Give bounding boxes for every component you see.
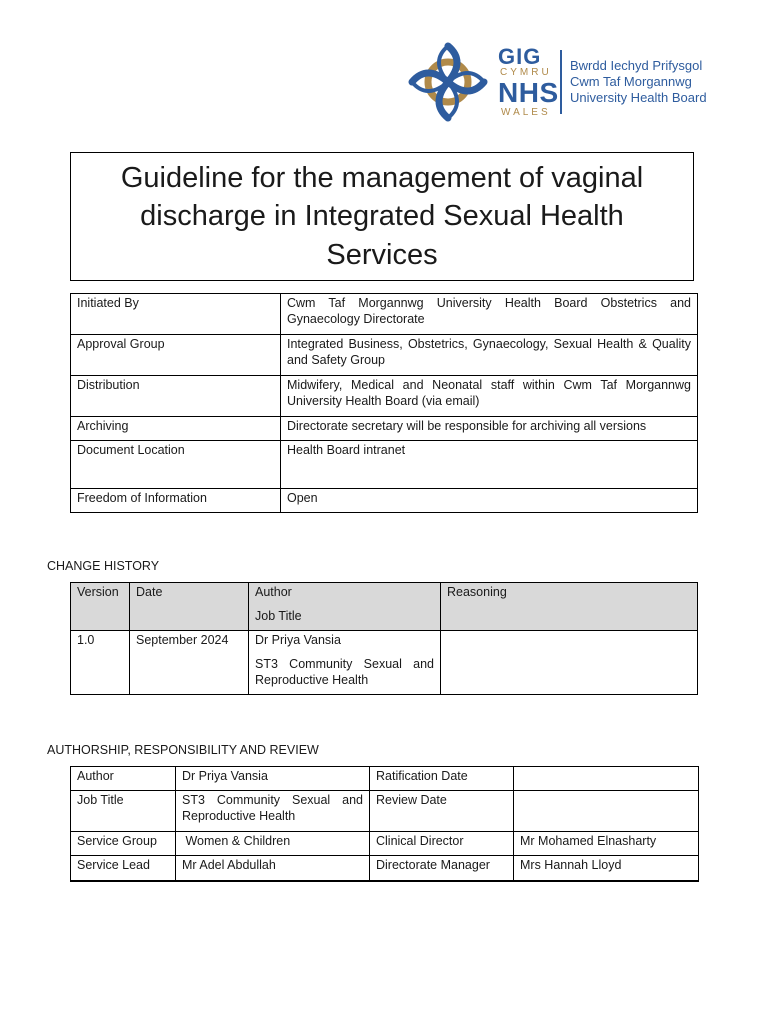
row-label: Document Location (71, 441, 281, 489)
change-history-heading: CHANGE HISTORY (47, 559, 160, 573)
author-job-title: ST3 Community Sexual and Reproductive Health (255, 657, 434, 687)
nhs-wales-logo (406, 42, 724, 122)
row-label: Freedom of Information (71, 489, 281, 513)
table-header-row (71, 583, 698, 631)
field-value (514, 791, 699, 832)
field-value: ST3 Community Sexual and Reproductive Health (176, 791, 370, 832)
logo-gig: GIG (498, 44, 542, 69)
document-info-table (70, 293, 698, 513)
header-author-cell (249, 583, 441, 631)
field-value: Women & Children (176, 832, 370, 856)
table-row (71, 417, 698, 441)
table-row (71, 767, 699, 791)
row-value: Integrated Business, Obstetrics, Gynaecology, Sexual Health & Quality and Safety Group (281, 335, 698, 376)
logo-divider (560, 50, 562, 114)
logo-wales: WALES (501, 107, 551, 118)
table-row (71, 791, 699, 832)
logo-hb-line: Cwm Taf Morgannwg (570, 74, 692, 89)
author-cell (249, 631, 441, 695)
table-row (71, 335, 698, 376)
title-box (70, 152, 694, 281)
field-label: Directorate Manager (370, 856, 514, 881)
row-value: Health Board intranet (281, 441, 698, 489)
logo-health-board-name (570, 58, 707, 106)
header-reasoning: Reasoning (441, 583, 698, 631)
row-label: Archiving (71, 417, 281, 441)
version-cell: 1.0 (71, 631, 130, 695)
row-value: Directorate secretary will be responsible for archiving all versions (281, 417, 698, 441)
field-value: Dr Priya Vansia (176, 767, 370, 791)
table-row (71, 376, 698, 417)
logo-nhs: NHS (498, 77, 559, 108)
table-row (71, 856, 699, 881)
row-value: Open (281, 489, 698, 513)
field-value: Mr Mohamed Elnasharty (514, 832, 699, 856)
field-label: Review Date (370, 791, 514, 832)
header-version: Version (71, 583, 130, 631)
table-row (71, 294, 698, 335)
logo-cymru: CYMRU (500, 67, 552, 78)
row-value: Midwifery, Medical and Neonatal staff within Cwm Taf Morgannwg University Health Board (via email) (281, 376, 698, 417)
row-label: Approval Group (71, 335, 281, 376)
logo-hb-line: Bwrdd Iechyd Prifysgol (570, 58, 703, 73)
date-cell: September 2024 (130, 631, 249, 695)
reasoning-cell (441, 631, 698, 695)
table-row (71, 832, 699, 856)
row-value: Cwm Taf Morgannwg University Health Board Obstetrics and Gynaecology Directorate (281, 294, 698, 335)
author-name: Dr Priya Vansia (255, 633, 341, 647)
authorship-table (70, 766, 699, 882)
row-label: Initiated By (71, 294, 281, 335)
row-label: Distribution (71, 376, 281, 417)
header-date: Date (130, 583, 249, 631)
header-job-title: Job Title (255, 609, 302, 623)
field-value (514, 767, 699, 791)
celtic-knot-icon (406, 42, 490, 122)
field-label: Service Lead (71, 856, 176, 881)
field-label: Job Title (71, 791, 176, 832)
field-value: Mr Adel Abdullah (176, 856, 370, 881)
table-row (71, 489, 698, 513)
document-title: Guideline for the management of vaginal discharge in Integrated Sexual Health Services (120, 161, 644, 271)
field-label: Clinical Director (370, 832, 514, 856)
field-label: Service Group (71, 832, 176, 856)
authorship-heading: AUTHORSHIP, RESPONSIBILITY AND REVIEW (47, 743, 319, 757)
field-label: Author (71, 767, 176, 791)
logo-hb-line: University Health Board (570, 90, 707, 105)
header-author: Author (255, 585, 292, 599)
field-value: Mrs Hannah Lloyd (514, 856, 699, 881)
change-history-table (70, 582, 698, 695)
field-label: Ratification Date (370, 767, 514, 791)
table-row (71, 631, 698, 695)
table-row (71, 441, 698, 489)
